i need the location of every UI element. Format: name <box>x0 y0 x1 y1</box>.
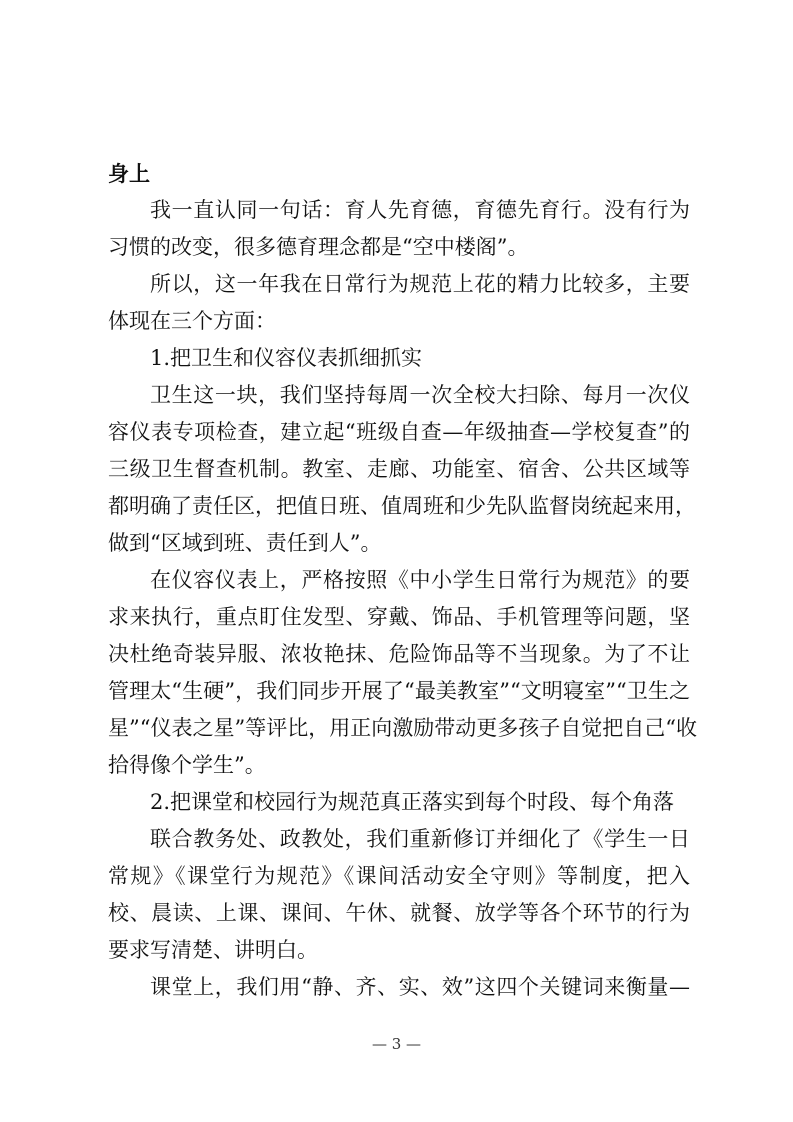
text-line: 容仪表专项检查，建立起“班级自查—年级抽查—学校复查”的 <box>108 420 690 444</box>
text-line: 联合教务处、政教处，我们重新修订并细化了《学生一日 <box>150 827 690 851</box>
text-line: 常规》《课堂行为规范》《课间活动安全守则》等制度，把入 <box>108 864 690 888</box>
text-line: 体现在三个方面： <box>108 309 276 333</box>
text-line: 我一直认同一句话：育人先育德，育德先育行。没有行为 <box>150 198 690 222</box>
text-line: 在仪容仪表上，严格按照《中小学生日常行为规范》的要 <box>150 568 690 592</box>
text-line: 课堂上，我们用“静、齐、实、效”这四个关键词来衡量— <box>150 975 690 999</box>
paragraph <box>108 784 690 821</box>
text-line: 星”“仪表之星”等评比，用正向激励带动更多孩子自觉把自己“收 <box>108 716 697 740</box>
paragraph <box>108 969 690 1006</box>
text-line: 校、晨读、上课、课间、午休、就餐、放学等各个环节的行为 <box>108 901 690 925</box>
text-line: 卫生这一块，我们坚持每周一次全校大扫除、每月一次仪 <box>150 383 690 407</box>
text-line: 做到“区域到班、责任到人”。 <box>108 531 382 555</box>
page-number: — 3 — <box>371 1035 422 1053</box>
text-line: 求来执行，重点盯住发型、穿戴、饰品、手机管理等问题，坚 <box>108 605 690 629</box>
paragraph <box>108 377 696 562</box>
text-line: 三级卫生督查机制。教室、走廊、功能室、宿舍、公共区域等 <box>108 457 690 481</box>
document-body <box>108 155 697 1006</box>
paragraph <box>108 192 690 266</box>
text-line: 1.把卫生和仪容仪表抓细抓实 <box>150 346 423 370</box>
paragraph <box>108 266 690 340</box>
text-line: 身上 <box>108 161 150 186</box>
paragraph <box>108 155 690 192</box>
text-line: 所以，这一年我在日常行为规范上花的精力比较多，主要 <box>150 272 690 296</box>
paragraph <box>108 340 690 377</box>
text-line: 习惯的改变，很多德育理念都是“空中楼阁”。 <box>108 235 529 259</box>
paragraph <box>108 821 690 969</box>
text-line: 2.把课堂和校园行为规范真正落实到每个时段、每个角落 <box>150 790 675 814</box>
text-line: 要求写清楚、讲明白。 <box>108 938 318 962</box>
text-line: 拾得像个学生”。 <box>108 753 266 777</box>
text-line: 决杜绝奇装异服、浓妆艳抹、危险饰品等不当现象。为了不让 <box>108 642 690 666</box>
text-line: 都明确了责任区，把值日班、值周班和少先队监督岗统起来用， <box>108 494 696 518</box>
paragraph <box>108 562 697 784</box>
text-line: 管理太“生硬”，我们同步开展了“最美教室”“文明寝室”“卫生之 <box>108 679 690 703</box>
